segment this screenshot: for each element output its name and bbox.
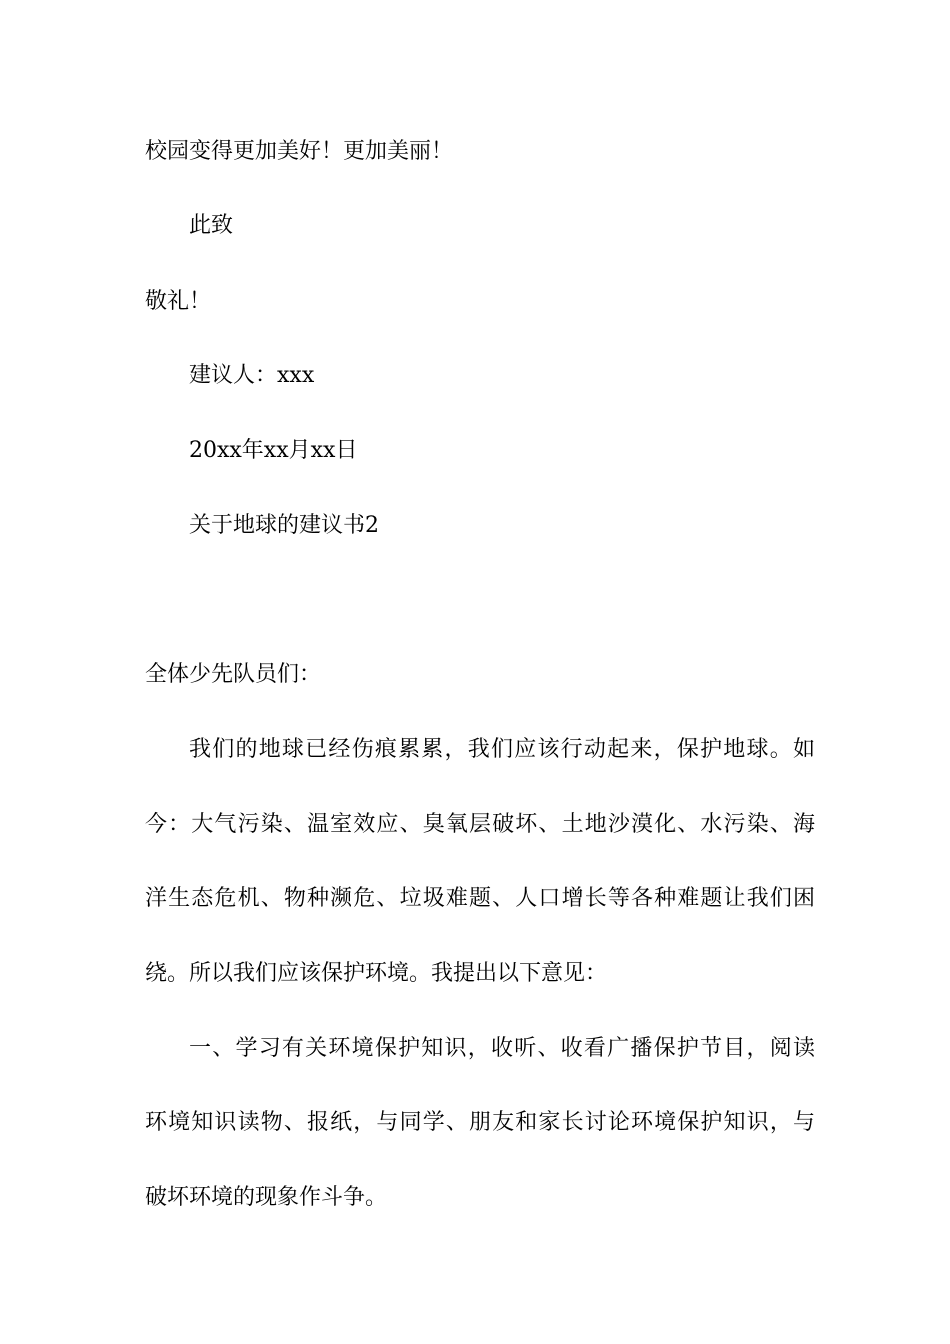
text-line-addressee: 全体少先队员们： [145, 662, 322, 687]
text-line-paragraph-2-line-3: 破坏环境的现象作斗争。 [145, 1185, 388, 1210]
text-line-paragraph-1-line-2: 今：大气污染、温室效应、臭氧层破坏、土地沙漠化、水污染、海 [145, 812, 815, 837]
text-line-paragraph-1-line-3: 洋生态危机、物种濒危、垃圾难题、人口增长等各种难题让我们困 [145, 886, 815, 911]
text-line-paragraph-2-line-1: 一、学习有关环境保护知识，收听、收看广播保护节目，阅读 [189, 1036, 815, 1061]
text-line-proposer: 建议人：xxx [189, 363, 315, 388]
text-line-paragraph-1-line-1: 我们的地球已经伤痕累累，我们应该行动起来，保护地球。如 [189, 737, 815, 762]
text-line-paragraph-2-line-2: 环境知识读物、报纸，与同学、朋友和家长讨论环境保护知识，与 [145, 1110, 815, 1135]
text-line-section-title: 关于地球的建议书2 [189, 513, 379, 538]
text-line-closing-sentence: 校园变得更加美好！更加美丽！ [145, 139, 454, 164]
text-line-jing-li: 敬礼！ [145, 289, 212, 314]
text-line-salutation-ci-zhi: 此致 [189, 213, 234, 238]
text-line-date: 20xx年xx月xx日 [189, 438, 358, 463]
text-line-paragraph-1-line-4: 绕。所以我们应该保护环境。我提出以下意见： [145, 961, 608, 986]
